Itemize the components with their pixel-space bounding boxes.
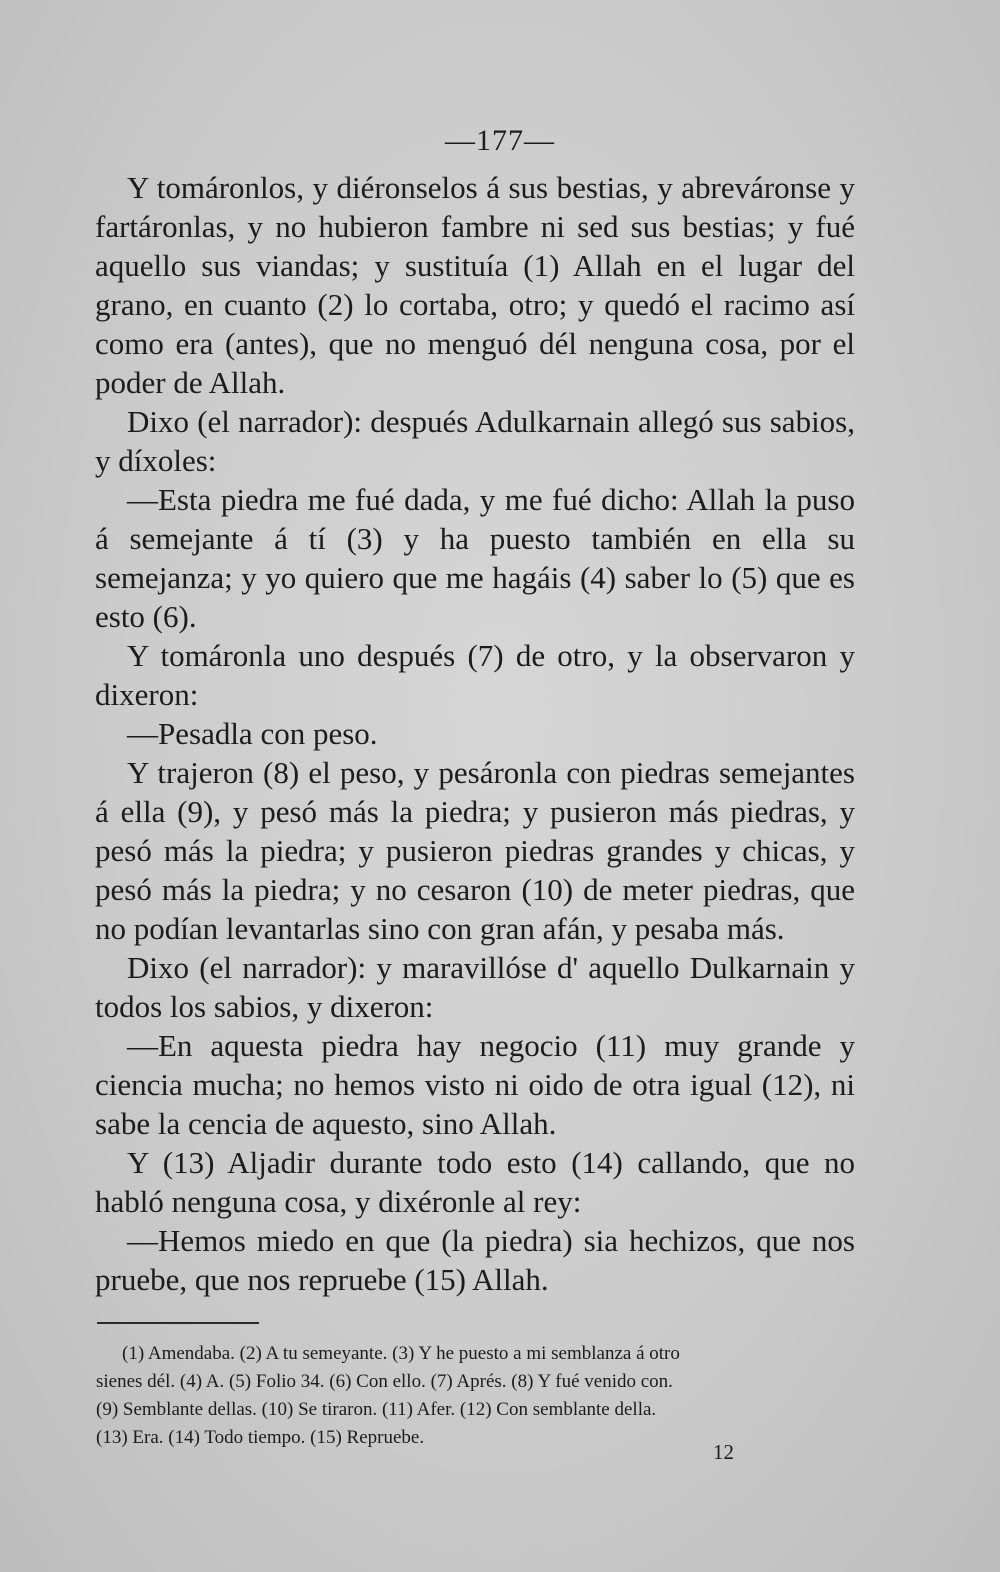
paragraph: —En aquesta piedra hay negocio (11) muy grande y ciencia mucha; no hemos visto ni oido de otra igual (12), ni sabe la cencia de aquesto, sino Allah. [95, 1028, 855, 1141]
footnote-divider [97, 1322, 259, 1324]
signature-mark: 12 [713, 1440, 734, 1464]
footnote-line: (1) Amendaba. (2) A tu semeyante. (3) Y he puesto a mi semblanza á otro [122, 1343, 680, 1364]
paragraph: Y trajeron (8) el peso, y pesáronla con piedras semejantes á ella (9), y pesó más la piedra; y pusieron más piedras, y pesó más la piedra; y pusieron piedras grandes y chicas, y pesó más la piedra; y no cesaron (10) de meter piedras, que no podían levantarlas sino con gran afán, y pesaba más. [95, 755, 855, 946]
paragraph: Dixo (el narrador): y maravillóse d' aquello Dulkarnain y todos los sabios, y dixeron: [95, 950, 855, 1024]
paragraph: Y tomáronlos, y diéronselos á sus bestias, y abreváronse y fartáronlas, y no hubieron fambre ni sed sus bestias; y fué aquello sus viandas; y sustituía (1) Allah en el lugar del grano, en cuanto (2) lo cortaba, otro; y quedó el racimo así como era (antes), que no menguó dél nenguna cosa, por el poder de Allah. [95, 170, 855, 400]
paragraph: Dixo (el narrador): después Adulkarnain allegó sus sabios, y díxoles: [95, 404, 855, 478]
footnote-line: (13) Era. (14) Todo tiempo. (15) Repruebe. [96, 1427, 425, 1448]
footnotes [96, 1340, 862, 1452]
paragraph: —Hemos miedo en que (la piedra) sia hechizos, que nos pruebe, que nos repruebe (15) Allah. [95, 1223, 855, 1297]
footnote-line: sienes dél. (4) A. (5) Folio 34. (6) Con ello. (7) Aprés. (8) Y fué venido con. [96, 1371, 673, 1392]
paragraph: —Pesadla con peso. [127, 716, 378, 751]
page-number: —177— [445, 124, 555, 157]
paragraph: Y tomáronla uno después (7) de otro, y la observaron y dixeron: [95, 638, 855, 712]
main-text [95, 168, 855, 1299]
footnote-line: (9) Semblante dellas. (10) Se tiraron. (11) Afer. (12) Con semblante della. [96, 1399, 657, 1420]
paragraph: —Esta piedra me fué dada, y me fué dicho: Allah la puso á semejante á tí (3) y ha puesto también en ella su semejanza; y yo quiero que me hagáis (4) saber lo (5) que es esto (6). [95, 482, 855, 634]
paragraph: Y (13) Aljadir durante todo esto (14) callando, que no habló nenguna cosa, y dixéronle al rey: [95, 1145, 855, 1219]
